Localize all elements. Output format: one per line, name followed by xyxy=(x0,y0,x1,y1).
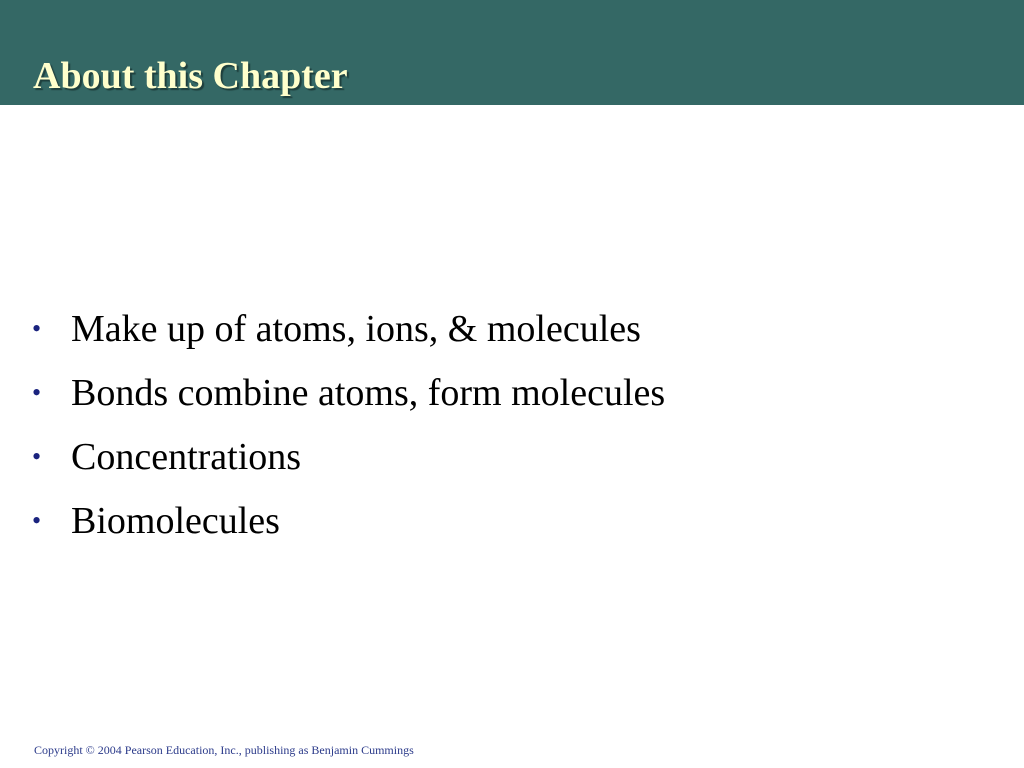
slide-title: About this Chapter xyxy=(33,55,348,97)
bullet-marker-icon: • xyxy=(32,314,42,343)
bullet-text: Bonds combine atoms, form molecules xyxy=(71,372,666,414)
bullet-text: Make up of atoms, ions, & molecules xyxy=(71,308,641,350)
bullet-marker-icon: • xyxy=(32,506,42,535)
bullet-text: Biomolecules xyxy=(71,500,280,542)
bullet-marker-icon: • xyxy=(32,442,42,471)
bullet-text: Concentrations xyxy=(71,436,302,478)
copyright-footer: Copyright © 2004 Pearson Education, Inc., publishing as Benjamin Cummings xyxy=(34,743,414,757)
bullet-marker-icon: • xyxy=(32,378,42,407)
